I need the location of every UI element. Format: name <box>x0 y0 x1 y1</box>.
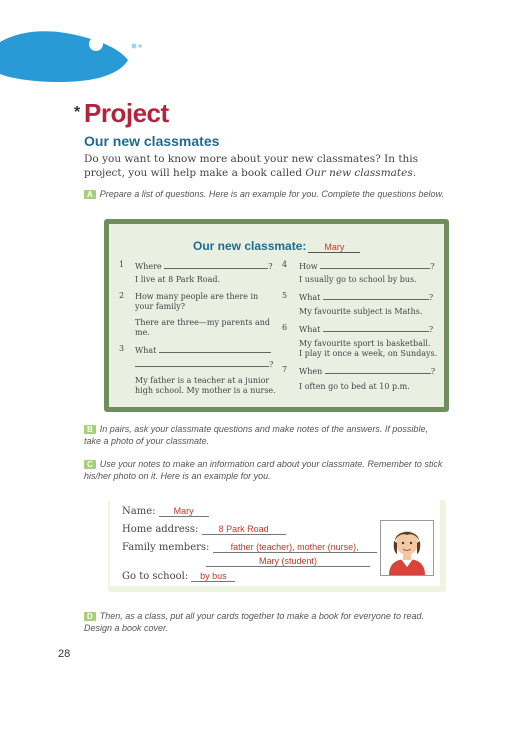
card-address-row: Home address: 8 Park Road <box>122 524 286 535</box>
question-4: How ? <box>299 262 435 271</box>
intro-paragraph: Do you want to know more about your new classmates? In this project, you will help make a book called Our new classmates. <box>84 153 419 179</box>
step-badge: C <box>84 460 96 469</box>
step-a: A Prepare a list of questions. Here is an example for you. Complete the questions below. <box>84 188 444 200</box>
answer-3-line1: My father is a teacher at a junior <box>135 376 270 385</box>
step-badge: B <box>84 425 96 434</box>
card-address-value[interactable]: 8 Park Road <box>202 524 286 535</box>
card-family-row-2 <box>206 556 370 567</box>
question-number: 2 <box>119 291 125 300</box>
answer-2-line2: me. <box>135 328 150 337</box>
question-2-line1: How many people are there in <box>135 292 259 301</box>
information-card <box>108 500 446 592</box>
step-c: C Use your notes to make an information card about your classmate. Remember to stick his/her photo on it. Here is an example for you. <box>84 459 443 481</box>
question-number: 6 <box>282 323 288 332</box>
answer-blank[interactable] <box>323 291 429 300</box>
question-5: What ? <box>299 293 434 302</box>
answer-blank[interactable] <box>320 260 430 269</box>
card-name-value[interactable]: Mary <box>159 506 209 517</box>
answer-7: I often go to bed at 10 p.m. <box>299 382 410 391</box>
answer-5: My favourite subject is Maths. <box>299 307 423 316</box>
card-family-value[interactable]: father (teacher), mother (nurse), <box>213 542 377 553</box>
book-name: Our new classmates <box>305 167 413 179</box>
card-school-value[interactable]: by bus <box>191 571 235 582</box>
question-7: When ? <box>299 367 436 376</box>
classmate-name-field[interactable]: Mary <box>308 242 360 253</box>
question-3-continued: ? <box>135 358 273 370</box>
question-6: What ? <box>299 325 434 334</box>
answer-blank[interactable] <box>325 365 431 374</box>
answer-4: I usually go to school by bus. <box>299 275 417 284</box>
answer-6-line2: I play it once a week, on Sundays. <box>299 349 438 358</box>
question-3: What <box>135 344 271 356</box>
answer-blank[interactable] <box>323 323 429 332</box>
question-number: 5 <box>282 291 288 300</box>
answer-3-line2: high school. My mother is a nurse. <box>135 386 276 395</box>
step-b: B In pairs, ask your classmate questions and make notes of the answers. If possible, take a photo of your classmate. <box>84 424 428 446</box>
page-title: Project <box>84 98 169 128</box>
student-portrait-icon <box>381 521 433 575</box>
card-school-row: Go to school: by bus <box>122 571 235 582</box>
card-family-row: Family members: father (teacher), mother (nurse), <box>122 542 377 553</box>
question-number: 7 <box>282 365 288 374</box>
card-name-row: Name: Mary <box>122 506 209 517</box>
card-family-value-2[interactable]: Mary (student) <box>206 556 370 567</box>
question-number: 3 <box>119 344 125 353</box>
optional-marker: * <box>74 104 81 121</box>
step-badge: A <box>84 190 96 199</box>
answer-6-line1: My favourite sport is basketball. <box>299 339 431 348</box>
section-subtitle: Our new classmates <box>84 133 220 149</box>
answer-1: I live at 8 Park Road. <box>135 275 221 284</box>
question-2-line2: your family? <box>135 302 186 311</box>
question-number: 1 <box>119 260 125 269</box>
information-card-body <box>110 500 440 586</box>
decorative-blob <box>0 0 160 90</box>
answer-2-line1: There are three—my parents and <box>135 318 271 327</box>
answer-blank[interactable] <box>164 260 268 269</box>
student-photo <box>380 520 434 576</box>
questions-panel-body <box>109 224 444 407</box>
question-1: Where ? <box>135 262 273 271</box>
page-number: 28 <box>58 648 71 660</box>
answer-blank[interactable] <box>135 358 269 367</box>
step-d: D Then, as a class, put all your cards together to make a book for everyone to read. Design a book cover. <box>84 611 424 633</box>
questions-panel <box>104 219 449 412</box>
answer-blank[interactable] <box>159 344 271 353</box>
step-badge: D <box>84 612 96 621</box>
question-number: 4 <box>282 260 288 269</box>
panel-title: Our new classmate: Mary <box>193 239 360 253</box>
